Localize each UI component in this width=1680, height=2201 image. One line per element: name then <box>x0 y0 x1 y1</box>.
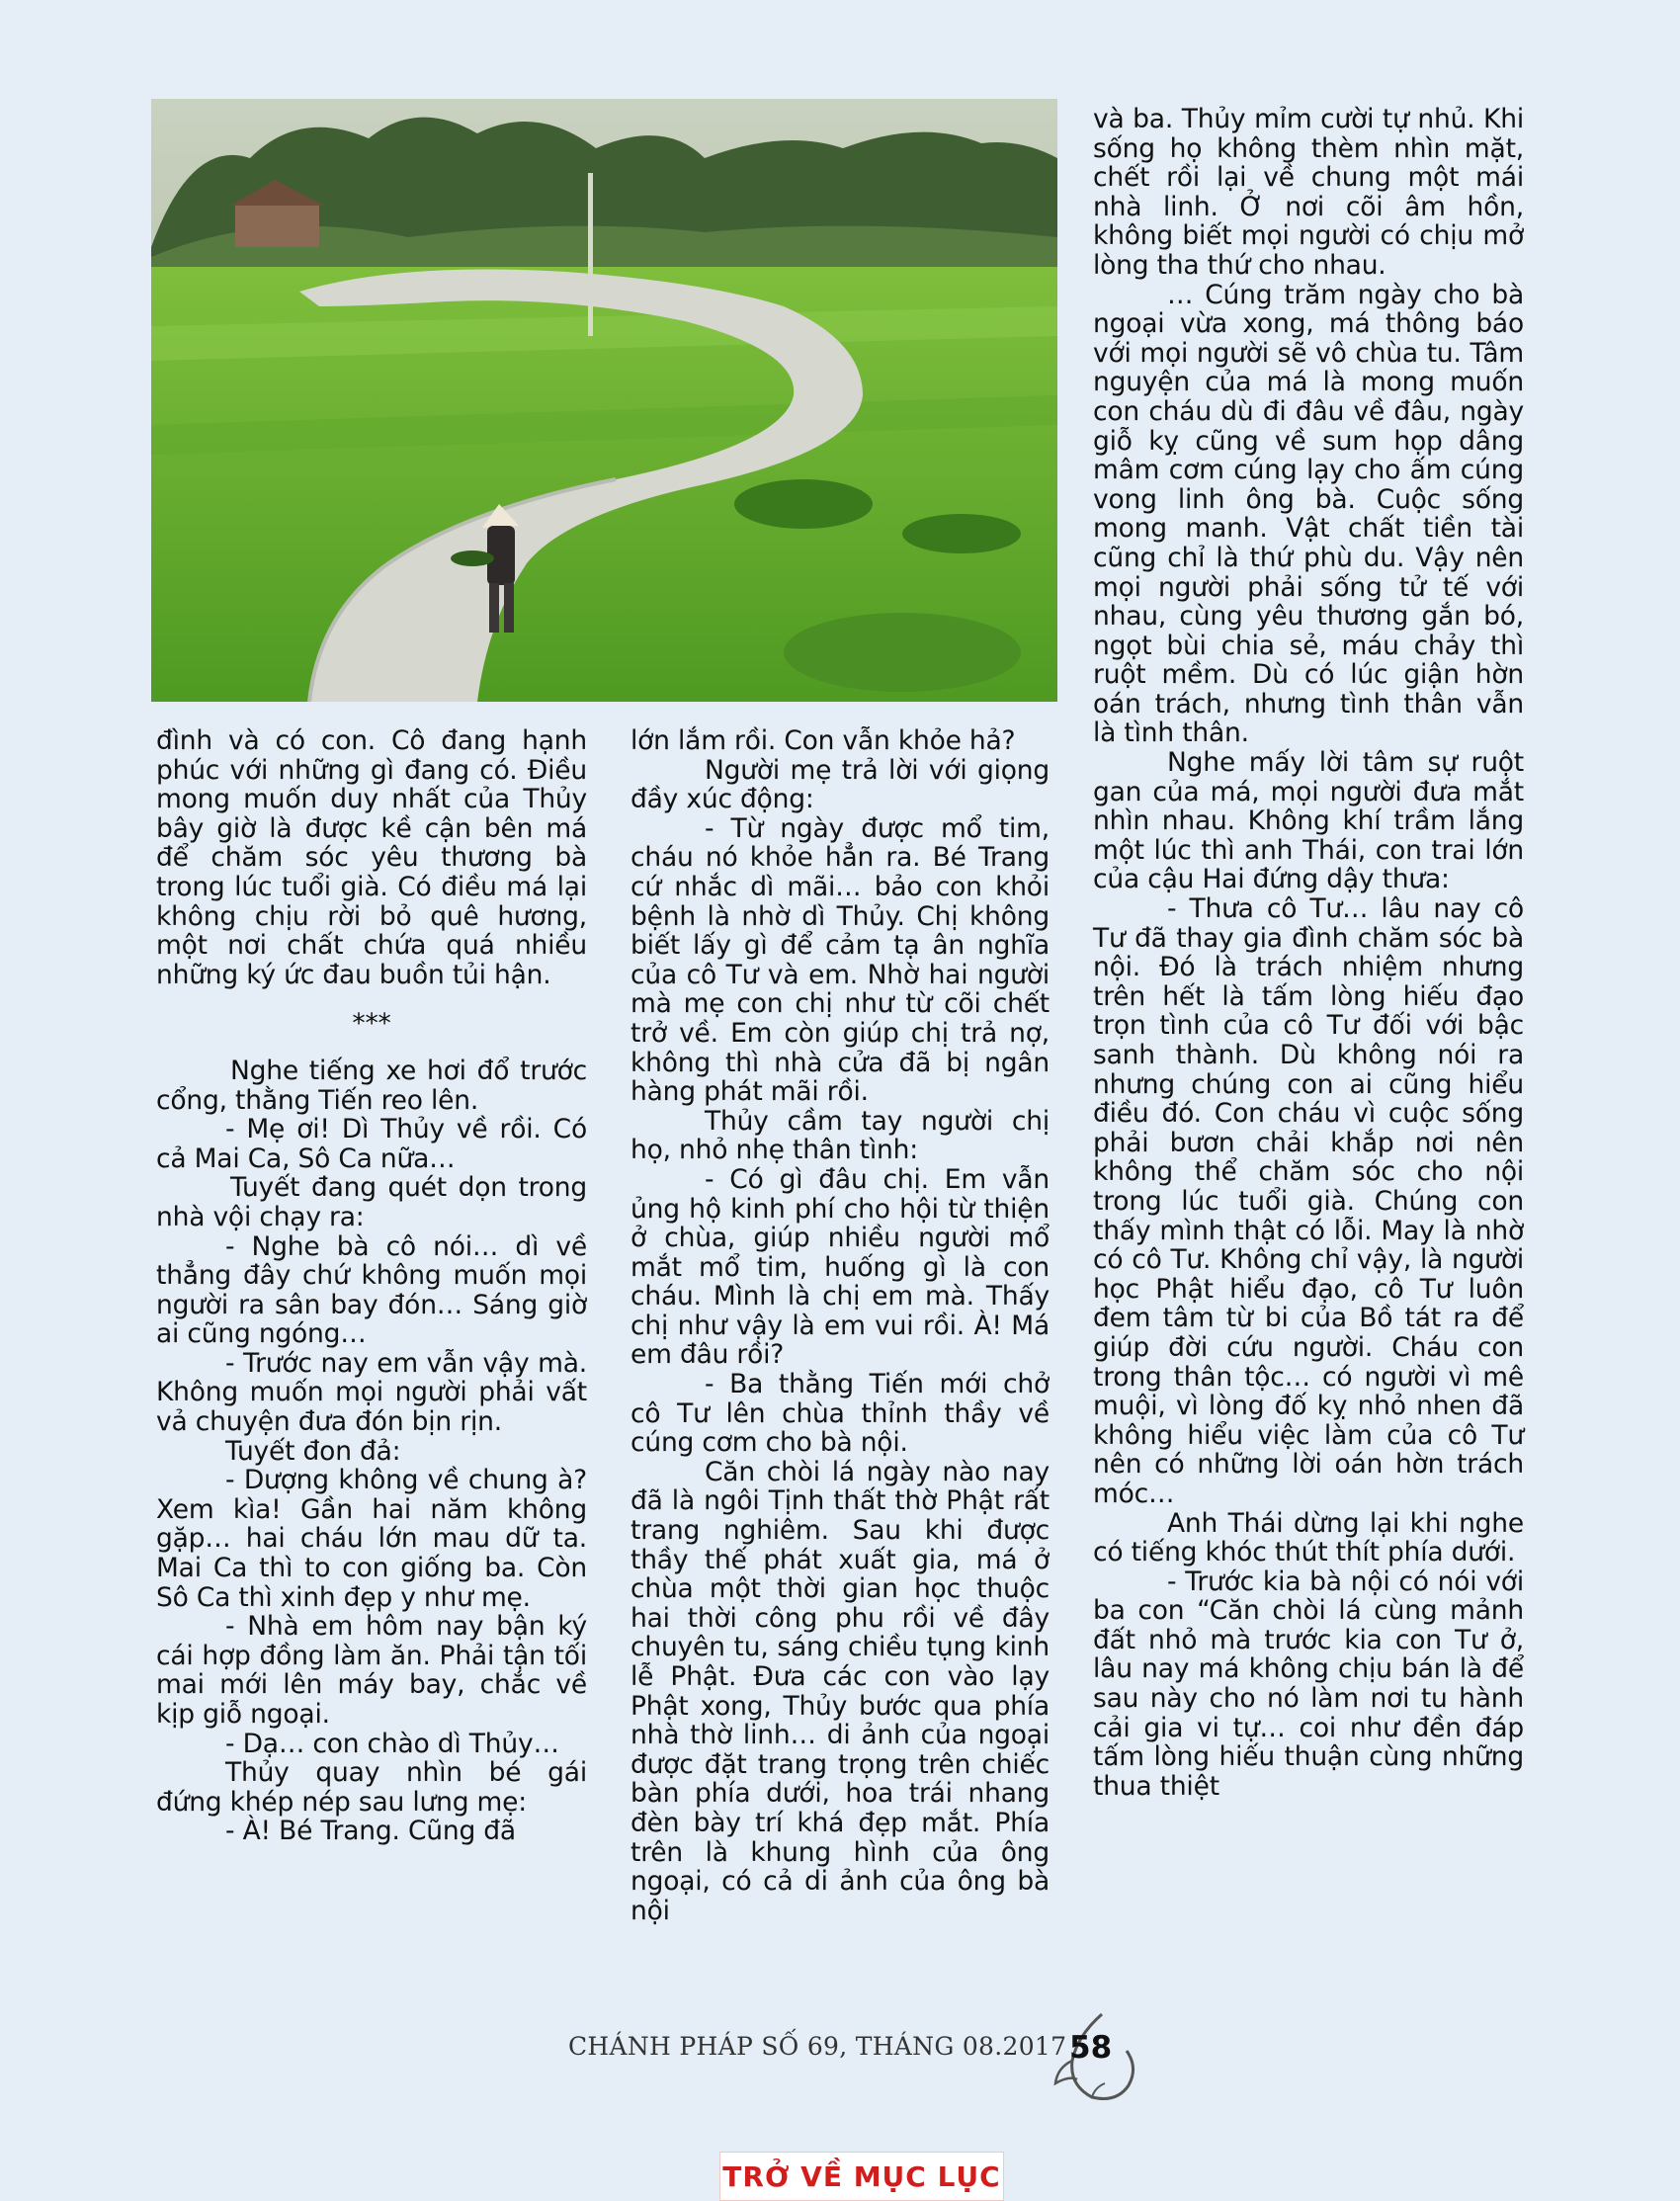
page-number-badge <box>1048 2006 1146 2105</box>
paragraph: Thủy cầm tay người chị họ, nhỏ nhẹ thân tình: <box>630 1105 1050 1166</box>
paragraph: Nghe mấy lời tâm sự ruột gan của má, mọi người đưa mắt nhìn nhau. Không khí trầm lắng một lúc thì anh Thái, con trai lớn của cậu Hai đứng dậy thưa: <box>1093 747 1524 895</box>
paragraph: - Trước kia bà nội có nói với ba con “Căn chòi lá cùng mảnh đất nhỏ mà trước kia con Tư ở, lâu nay má không chịu bán là để sau này cho nó làm nơi tu hành cải gia vi tự… coi như đền đáp tấm lòng hiếu thuận cùng những thua thiệt <box>1093 1566 1524 1802</box>
paragraph: - Trước nay em vẫn vậy mà. Không muốn mọi người phải vất vả chuyện đưa đón bịn rịn. <box>156 1347 587 1438</box>
paragraph: - Nghe bà cô nói… dì về thẳng đây chứ không muốn mọi người ra sân bay đón… Sáng giờ ai cũng ngóng… <box>156 1230 587 1350</box>
paragraph: Người mẹ trả lời với giọng đầy xúc động: <box>630 754 1050 815</box>
rural-path-photo <box>151 99 1057 702</box>
paragraph: lớn lắm rồi. Con vẫn khỏe hả? <box>630 725 1016 756</box>
text-column-3 <box>1093 105 1524 1801</box>
paragraph: - Mẹ ơi! Dì Thủy về rồi. Có cả Mai Ca, Sô Ca nữa… <box>156 1114 587 1174</box>
text-column-2 <box>630 726 1050 1925</box>
paragraph: Nghe tiếng xe hơi đổ trước cổng, thằng Tiến reo lên. <box>156 1055 587 1116</box>
paragraph: - Thưa cô Tư… lâu nay cô Tư đã thay gia đình chăm sóc bà nội. Đó là trách nhiệm nhưng trên hết là tấm lòng hiếu đạo trọn tình của cô Tư đối với bậc sanh thành. Dù không nói ra nhưng chúng con ai cũng hiểu điều đó. Con cháu vì cuộc sống phải bươn chải khắp nơi nên không thể chăm sóc cho nội trong lúc tuổi già. Chúng con thấy mình thật có lỗi. May là nhờ có cô Tư. Không chỉ vậy, là người học Phật hiểu đạo, cô Tư luôn đem tâm từ bi của Bồ tát ra để giúp đời cứu người. Cháu con trong thân tộc… có người vì mê muội, vì lòng đố kỵ nhỏ nhen đã không hiểu việc làm của cô Tư nên có những lời oán hờn trách móc… <box>1093 893 1524 1509</box>
paragraph: - À! Bé Trang. Cũng đã <box>225 1816 516 1847</box>
magazine-issue-footer: CHÁNH PHÁP SỐ 69, THÁNG 08.2017 <box>568 2032 1067 2061</box>
paragraph: đình và có con. Cô đang hạnh phúc với những gì đang có. Điều mong muốn duy nhất của Thủy bây giờ là được kề cận bên má để chăm sóc yêu thương bà trong lúc tuổi già. Có điều má lại không chịu rời bỏ quê hương, một nơi chất chứa quá nhiều những ký ức đau buồn tủi hận. <box>156 725 587 990</box>
paragraph: - Dượng không về chung à? Xem kìa! Gần hai năm không gặp… hai cháu lớn mau dữ ta. Mai Ca thì to con giống ba. Còn Sô Ca thì xinh đẹp y như mẹ. <box>156 1465 587 1613</box>
paragraph: Thủy quay nhìn bé gái đứng khép nép sau lưng mẹ: <box>156 1757 587 1818</box>
paragraph: Tuyết đon đả: <box>225 1435 401 1467</box>
page-number: 58 <box>1069 2030 1113 2066</box>
paragraph: Tuyết đang quét dọn trong nhà vội chạy ra: <box>156 1172 587 1232</box>
rice-field-image <box>151 99 1057 702</box>
back-to-toc-label: TRỞ VỀ MỤC LỤC <box>722 2159 1001 2193</box>
paragraph: - Nhà em hôm nay bận ký cái hợp đồng làm ăn. Phải tận tối mai mới lên máy bay, chắc về kịp giỗ ngoại. <box>156 1611 587 1730</box>
paragraph: … Cúng trăm ngày cho bà ngoại vừa xong, má thông báo với mọi người sẽ vô chùa tu. Tâm nguyện của má là mong muốn con cháu dù đi đâu về đâu, ngày giỗ kỵ cũng về sum họp dâng mâm cơm cúng lạy cho ấm cúng vong linh ông bà. Cuộc sống mong manh. Vật chất tiền tài cũng chỉ là thứ phù du. Vậy nên mọi người phải sống tử tế với nhau, cùng yêu thương gắn bó, ngọt bùi chia sẻ, máu chảy thì ruột mềm. Dù có lúc giận hờn oán trách, nhưng tình thân vẫn là tình thân. <box>1093 279 1524 749</box>
paragraph: Căn chòi lá ngày nào nay đã là ngôi Tịnh thất thờ Phật rất trang nghiêm. Sau khi được thầy thế phát xuất gia, má ở chùa một thời gian học thuộc hai thời công phu rồi về đây chuyên tu, sáng chiều tụng kinh lễ Phật. Đưa các con vào lạy Phật xong, Thủy bước qua phía nhà thờ linh… di ảnh của ngoại được đặt trang trọng trên chiếc bàn phía dưới, hoa trái nhang đèn bày trí khá đẹp mắt. Phía trên là khung hình của ông ngoại, có cả di ảnh của ông bà nội <box>630 1456 1050 1926</box>
paragraph: - Từ ngày được mổ tim, cháu nó khỏe hẳn ra. Bé Trang cứ nhắc dì mãi… bảo con khỏi bệnh là nhờ dì Thủy. Chị không biết lấy gì để cảm tạ ân nghĩa của cô Tư và em. Nhờ hai người mà mẹ con chị như từ cõi chết trở về. Em còn giúp chị trả nợ, không thì nhà cửa đã bị ngân hàng phát mãi rồi. <box>630 812 1050 1108</box>
paragraph: và ba. Thủy mỉm cười tự nhủ. Khi sống họ không thèm nhìn mặt, chết rồi lại về chung một mái nhà linh. Ở nơi cõi âm hồn, không biết mọi người có chịu mở lòng tha thứ cho nhau. <box>1093 104 1524 281</box>
section-separator: *** <box>352 1008 391 1040</box>
text-column-1 <box>156 726 587 1846</box>
paragraph: - Có gì đâu chị. Em vẫn ủng hộ kinh phí cho hội từ thiện ở chùa, giúp nhiều người mổ mắt mổ tim, huống gì là con cháu. Mình là chị em mà. Thấy chị như vậy là em vui rồi. À! Má em đâu rồi? <box>630 1163 1050 1371</box>
paragraph: - Dạ… con chào dì Thủy… <box>225 1728 559 1759</box>
paragraph: - Ba thằng Tiến mới chở cô Tư lên chùa thỉnh thầy về cúng cơm cho bà nội. <box>630 1369 1050 1459</box>
paragraph: Anh Thái dừng lại khi nghe có tiếng khóc thút thít phía dưới. <box>1093 1507 1524 1568</box>
back-to-toc-button[interactable] <box>719 2152 1004 2201</box>
